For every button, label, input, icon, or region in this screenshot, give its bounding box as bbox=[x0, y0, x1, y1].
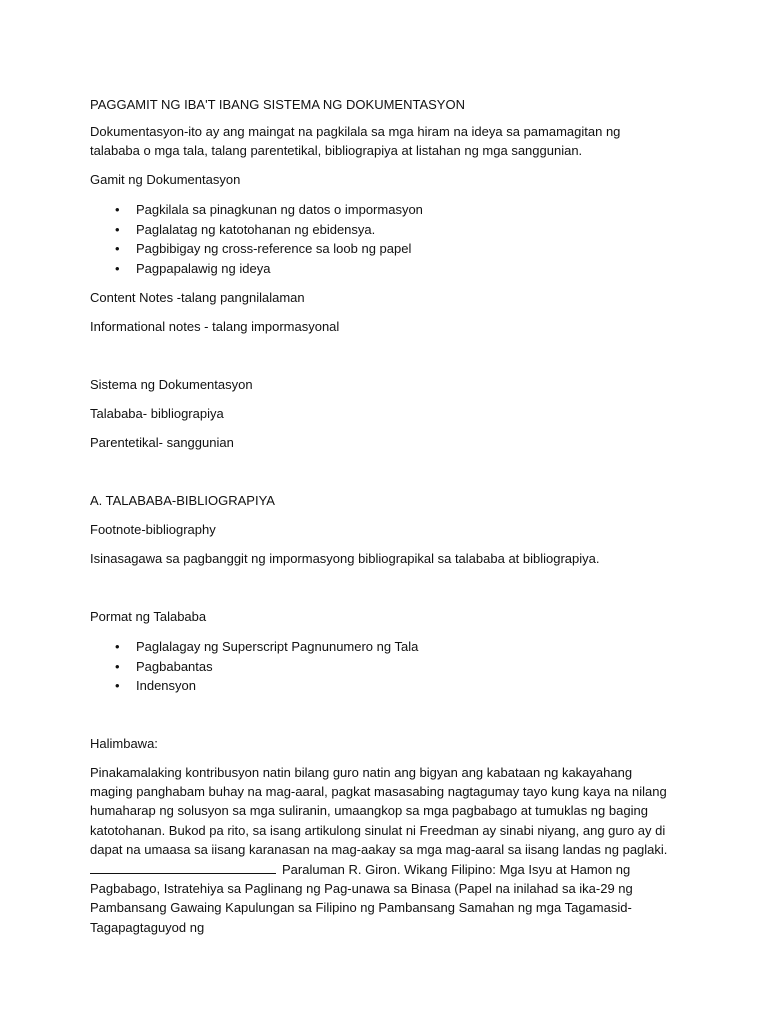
example-block bbox=[90, 763, 672, 937]
gamit-heading: Gamit ng Dokumentasyon bbox=[90, 172, 241, 187]
list-item: • Pagbabantas bbox=[90, 657, 418, 677]
talababa-line: Talababa- bibliograpiya bbox=[90, 406, 224, 421]
pormat-list bbox=[90, 637, 418, 696]
document-title: PAGGAMIT NG IBA'T IBANG SISTEMA NG DOKUMENTASYON bbox=[90, 97, 465, 112]
list-item: • Pagbibigay ng cross-reference sa loob ng papel bbox=[90, 239, 423, 259]
gamit-list bbox=[90, 200, 423, 278]
list-item: • Paglalatag ng katotohanan ng ebidensya. bbox=[90, 220, 423, 240]
footnote-line: Footnote-bibliography bbox=[90, 522, 216, 537]
example-paragraph: Pinakamalaking kontribusyon natin bilang guro natin ang bigyan ang kabataan ng kakayahang maging panghabam buhay na mag-aaral, pagkat masasabing nagtagumay tayo kung kaya na nilang humaharap ng solusyon sa mga suliranin, umaangkop sa mga pagbabago at tumuklas ng baging katotohanan. Bukod pa rito, sa isang artikulong sinulat ni Freedman ay sinabi niyang, ang guro ay di dapat na umaasa sa iisang karanasan na mag-aakay sa mga mag-aaral sa iisang landas ng paglaki. bbox=[90, 765, 668, 857]
parentetikal-line: Parentetikal- sanggunian bbox=[90, 435, 234, 450]
informational-notes-line: Informational notes - talang impormasyonal bbox=[90, 319, 340, 334]
list-item: • Indensyon bbox=[90, 676, 418, 696]
pormat-heading: Pormat ng Talababa bbox=[90, 609, 207, 624]
citation-text: Paraluman R. Giron. Wikang Filipino: Mga Isyu at Hamon ng Pagbabago, Istratehiya sa Paglinang ng Pag-unawa sa Binasa (Papel na inilahad sa ika-29 ng Pambansang Gawaing Kapulungan sa Filipino ng Pambansang Samahan ng mga Tagamasid-Tagapagtaguyod ng bbox=[90, 862, 633, 935]
footnote-underline bbox=[90, 859, 276, 874]
list-item: • Pagkilala sa pinagkunan ng datos o impormasyon bbox=[90, 200, 423, 220]
halimbawa-label: Halimbawa: bbox=[90, 736, 158, 751]
isinasagawa-paragraph: Isinasagawa sa pagbanggit ng impormasyong bibliograpikal sa talababa at bibliograpiya. bbox=[90, 551, 600, 566]
list-item: • Paglalagay ng Superscript Pagnunumero ng Tala bbox=[90, 637, 418, 657]
list-item: • Pagpapalawig ng ideya bbox=[90, 259, 423, 279]
sistema-heading: Sistema ng Dokumentasyon bbox=[90, 377, 253, 392]
definition-paragraph: Dokumentasyon-ito ay ang maingat na pagkilala sa mga hiram na ideya sa pamamagitan ng talababa o mga tala, talang parentetikal, bibliograpiya at listahan ng mga sanggunian. bbox=[90, 124, 621, 158]
section-a-heading: A. TALABABA-BIBLIOGRAPIYA bbox=[90, 493, 275, 508]
content-notes-line: Content Notes -talang pangnilalaman bbox=[90, 290, 305, 305]
